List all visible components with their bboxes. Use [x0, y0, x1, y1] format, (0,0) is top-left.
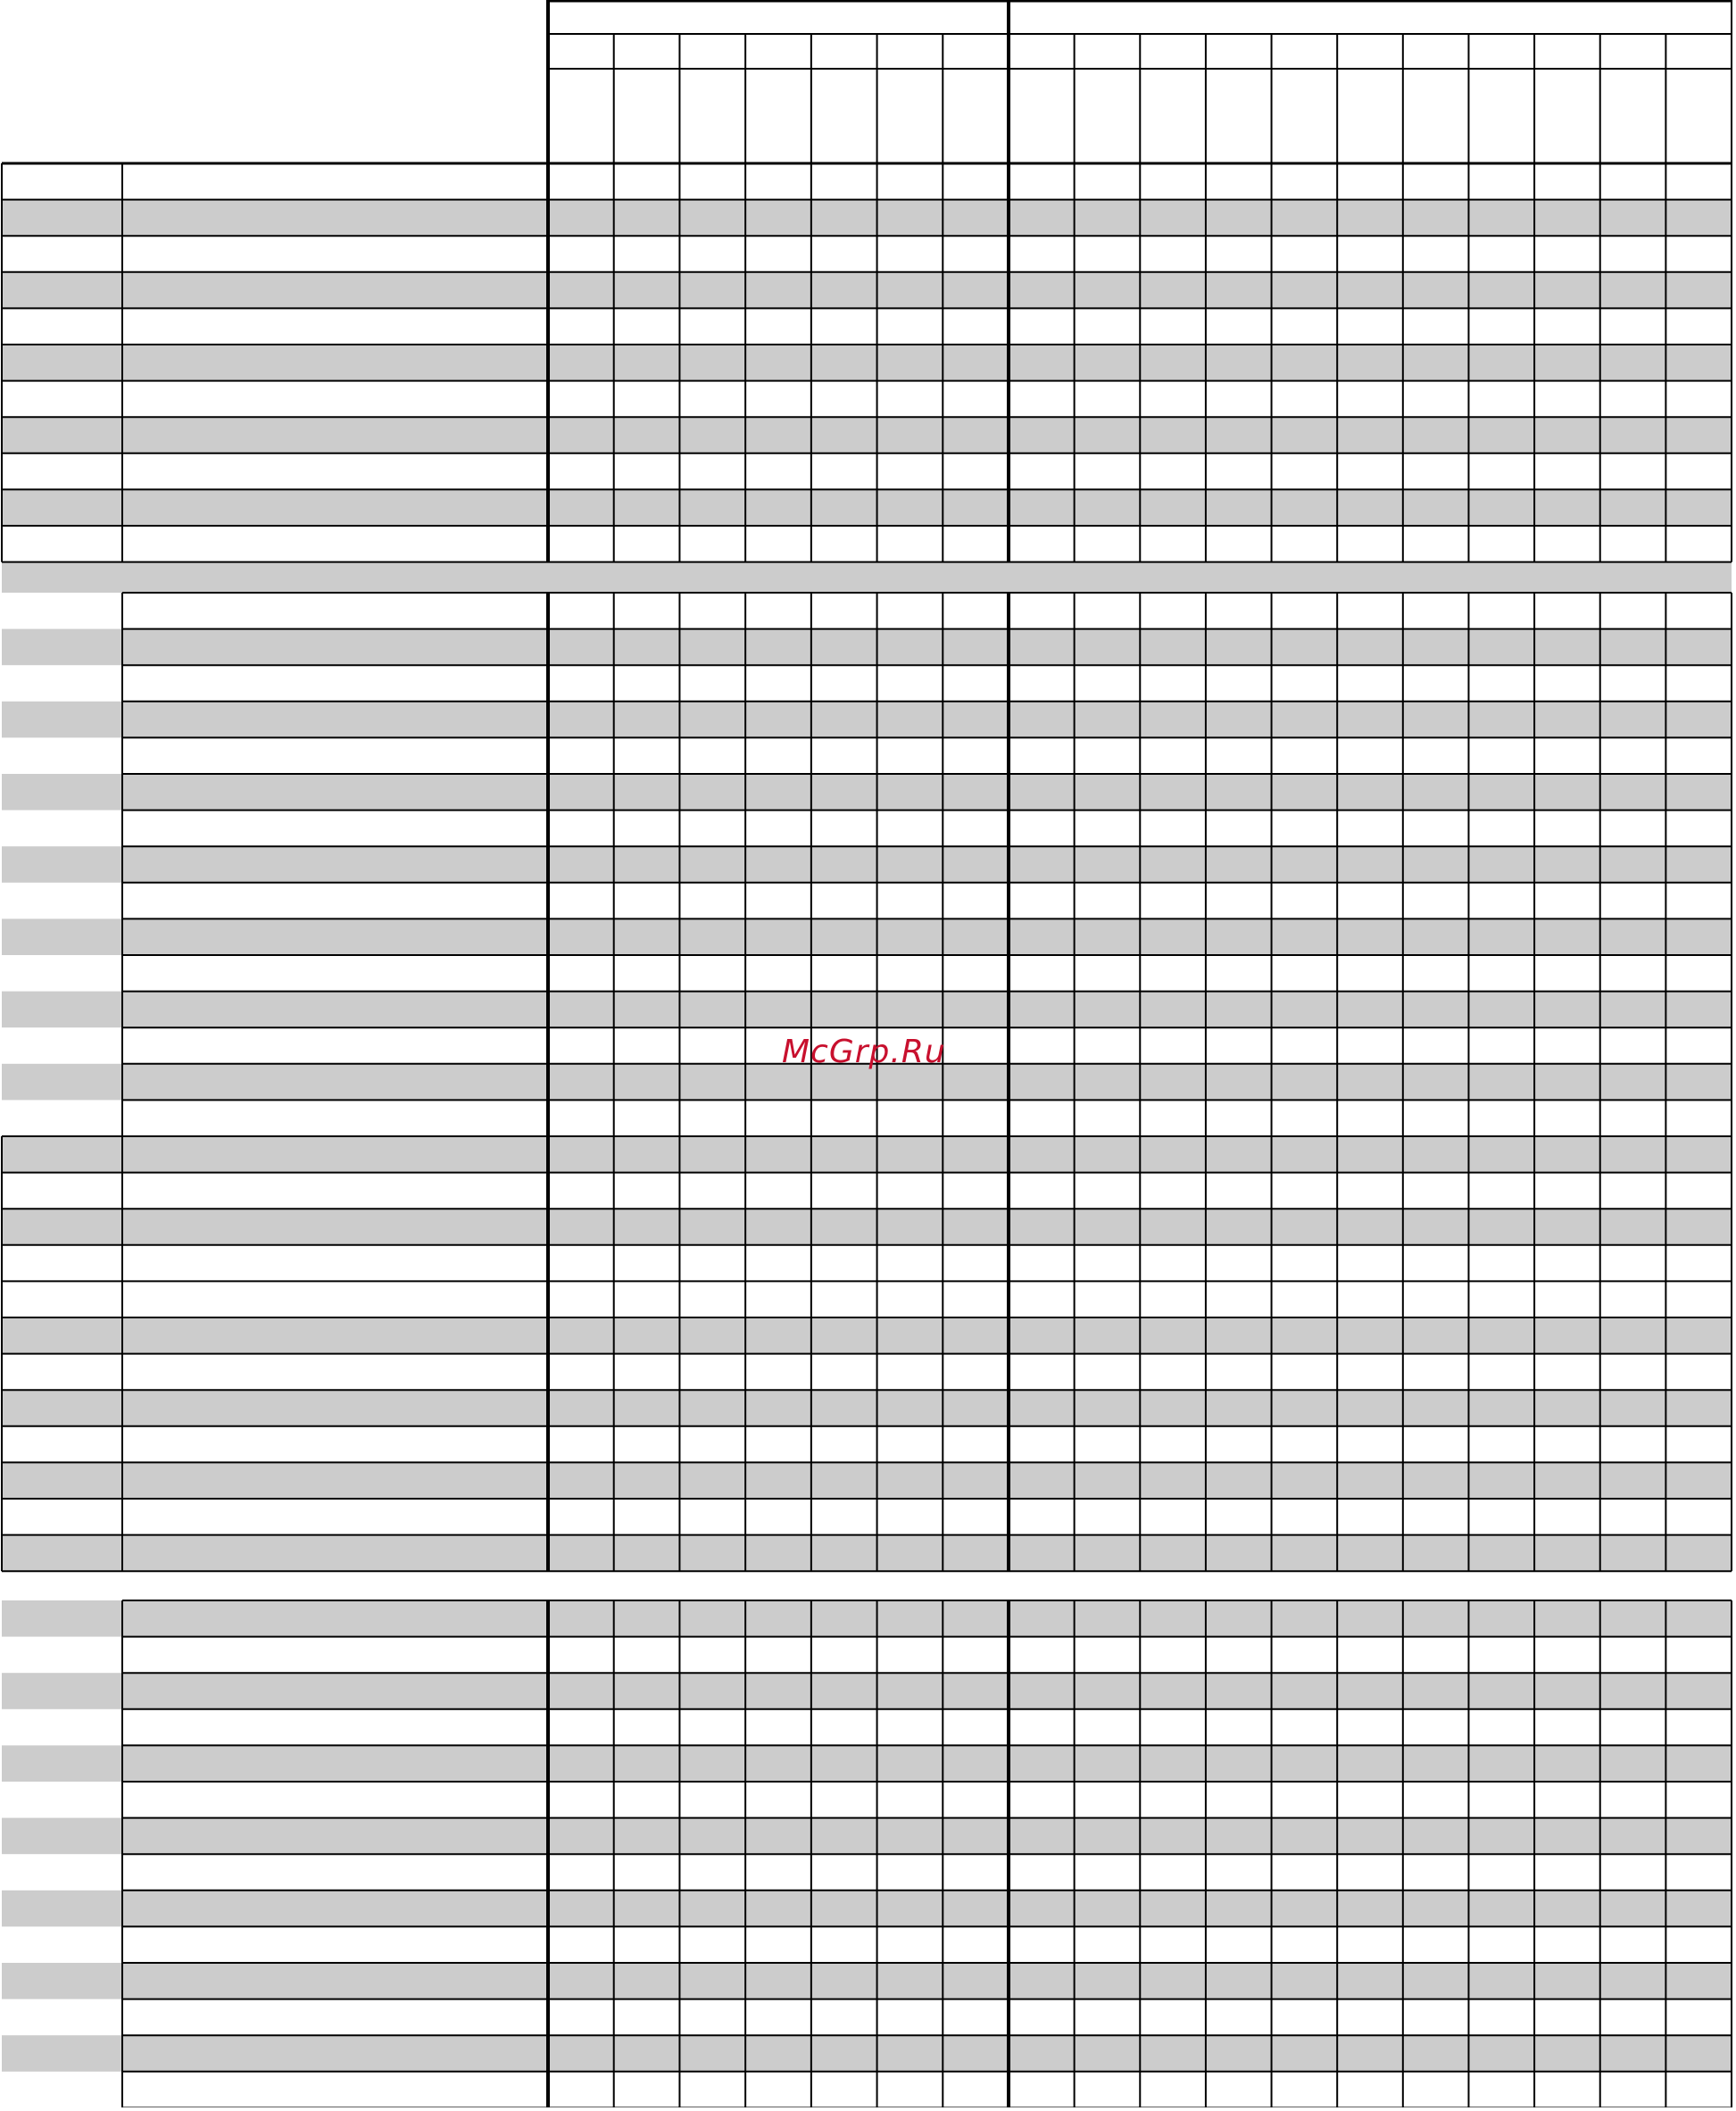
table-row-shade [2, 1136, 1732, 1173]
table-row-shade [2, 1818, 1732, 1855]
table-row-shade [2, 992, 1732, 1028]
table-row-shade [2, 2035, 1732, 2072]
table-row-shade [2, 1462, 1732, 1499]
table-row-shade [2, 702, 1732, 738]
table-row-shade [2, 1963, 1732, 1999]
table-row-shade [2, 1209, 1732, 1245]
table-row-shade [2, 774, 1732, 810]
table-row-shade [2, 918, 1732, 955]
table-row-shade [2, 846, 1732, 883]
table-row-shade [2, 1600, 1732, 1637]
table-row-shade [2, 1673, 1732, 1709]
table-row-shade [2, 345, 1732, 381]
table-row-shade [2, 272, 1732, 309]
table-row-shade [2, 489, 1732, 526]
table-row-shade [2, 1317, 1732, 1354]
section-separator-band [2, 562, 1732, 593]
table-row-shade [2, 629, 1732, 666]
table-row-shade [2, 1390, 1732, 1426]
table-row-shade [2, 1891, 1732, 1927]
table-row-shade [2, 1745, 1732, 1782]
table-row-shade [2, 1535, 1732, 1572]
table-row-shade [2, 417, 1732, 453]
watermark-text: McGrp.Ru [782, 1034, 946, 1070]
table-row-shade [2, 200, 1732, 237]
